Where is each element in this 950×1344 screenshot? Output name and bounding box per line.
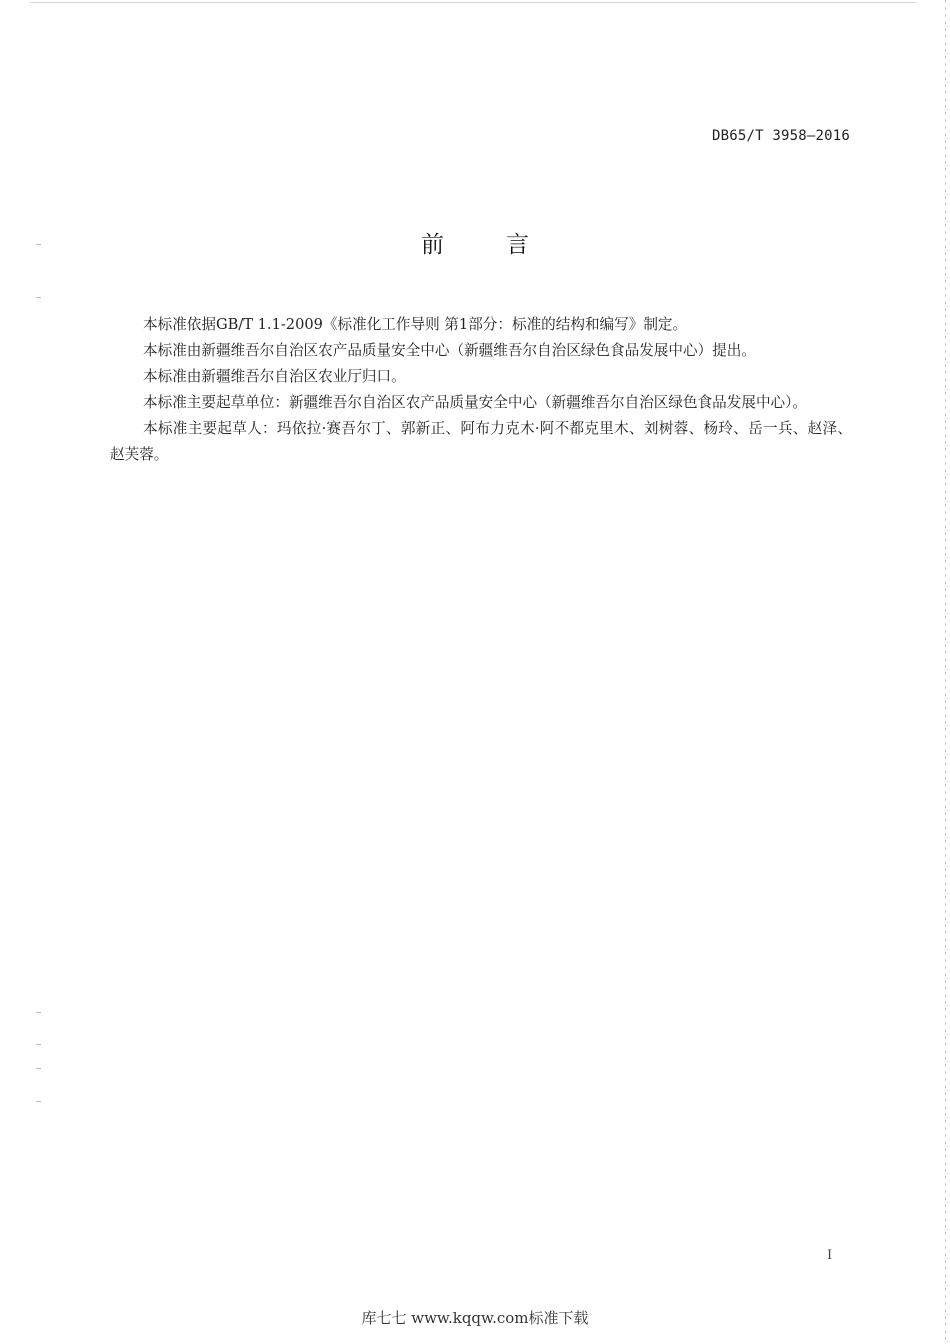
foreword-body (110, 312, 852, 468)
standard-code: DB65/T 3958—2016 (711, 128, 850, 144)
paragraph-drafters: 本标准主要起草人：玛依拉·赛吾尔丁、郭新正、阿布力克木·阿不都克里木、刘树蓉、杨玲、岳一兵、赵泽、赵芙蓉。 (110, 420, 852, 463)
scan-speck (36, 1012, 41, 1013)
scan-speck (36, 1068, 41, 1069)
page-number: I (827, 1248, 833, 1263)
scan-speck (36, 297, 41, 298)
footer-watermark: 库七七 www.kqqw.com标准下载 (361, 1309, 589, 1327)
paragraph-drafting-units: 本标准主要起草单位：新疆维吾尔自治区农产品质量安全中心（新疆维吾尔自治区绿色食品发展中心）。 (143, 394, 808, 411)
paragraph-proposer: 本标准由新疆维吾尔自治区农产品质量安全中心（新疆维吾尔自治区绿色食品发展中心）提出。 (143, 342, 756, 359)
scan-speck (36, 1101, 41, 1102)
page-title: 前言 (421, 232, 591, 258)
paragraph-basis: 本标准依据GB/T 1.1-2009《标准化工作导则 第1部分：标准的结构和编写》制定。 (143, 316, 688, 333)
scan-speck (36, 1044, 41, 1045)
scan-edge-right (945, 0, 946, 1340)
scan-edge-top (30, 2, 916, 3)
paragraph-administrator: 本标准由新疆维吾尔自治区农业厅归口。 (143, 368, 406, 385)
